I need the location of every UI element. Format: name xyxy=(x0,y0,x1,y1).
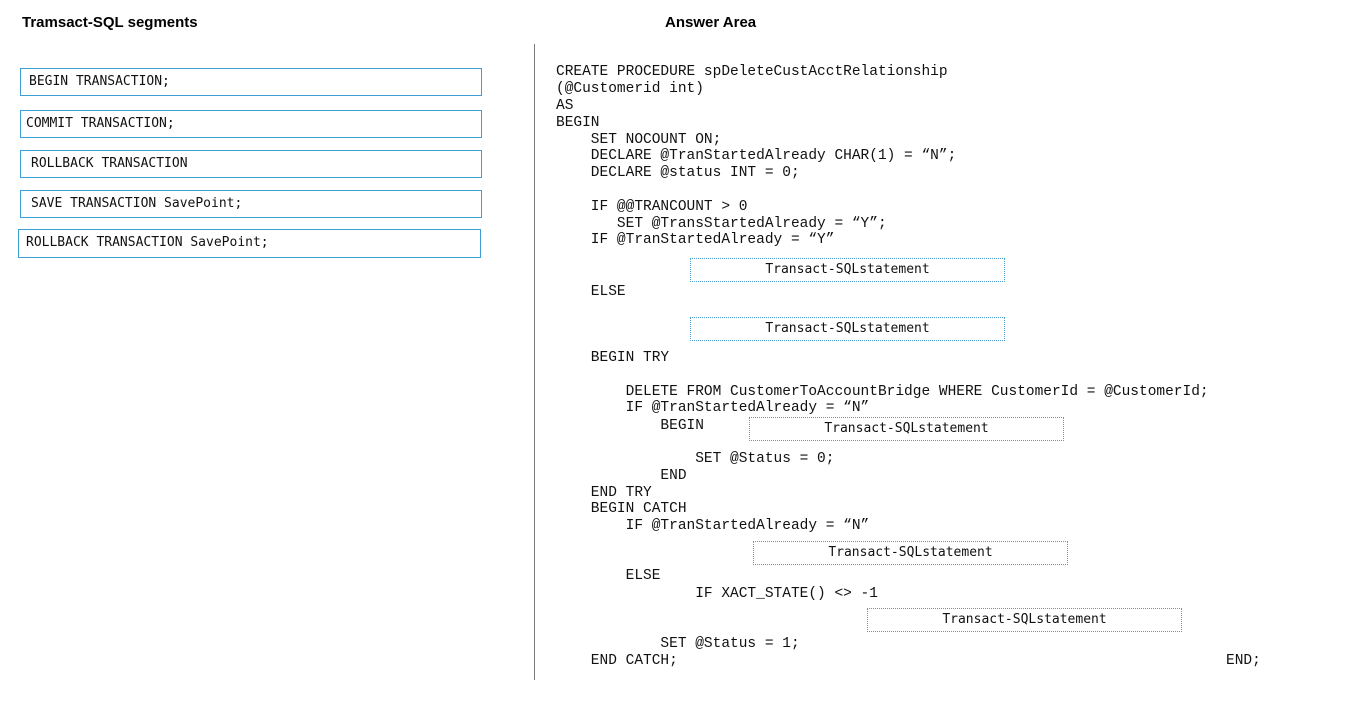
code-line: IF XACT_STATE() <> -1 xyxy=(556,586,878,602)
drop-target-2[interactable]: Transact-SQLstatement xyxy=(690,317,1005,341)
code-line: DECLARE @TranStartedAlready CHAR(1) = “N”; xyxy=(556,148,957,164)
code-line: IF @TranStartedAlready = “Y” xyxy=(556,232,835,248)
code-line: AS xyxy=(556,98,574,114)
code-line: DELETE FROM CustomerToAccountBridge WHERE CustomerId = @CustomerId; xyxy=(556,384,1209,400)
code-line: SET @Status = 1; xyxy=(556,636,800,652)
code-line: BEGIN xyxy=(556,418,704,434)
code-line: ELSE xyxy=(556,568,661,584)
code-line: BEGIN xyxy=(556,115,600,131)
code-line: END TRY xyxy=(556,485,652,501)
code-line: BEGIN TRY xyxy=(556,350,670,366)
code-line: (@Customerid int) xyxy=(556,81,704,97)
segments-heading: Tramsact-SQL segments xyxy=(22,14,198,31)
panel-divider xyxy=(534,44,535,680)
code-line: BEGIN CATCH xyxy=(556,501,687,517)
answer-area-heading: Answer Area xyxy=(665,14,757,31)
drop-target-3[interactable]: Transact-SQLstatement xyxy=(749,417,1064,441)
segment-save-transaction-savepoint[interactable]: SAVE TRANSACTION SavePoint; xyxy=(20,190,482,218)
segment-rollback-transaction[interactable]: ROLLBACK TRANSACTION xyxy=(20,150,482,178)
code-line: END CATCH; xyxy=(556,653,678,669)
drop-target-5[interactable]: Transact-SQLstatement xyxy=(867,608,1182,632)
code-line: DECLARE @status INT = 0; xyxy=(556,165,800,181)
segment-rollback-transaction-savepoint[interactable]: ROLLBACK TRANSACTION SavePoint; xyxy=(18,229,481,258)
drop-target-1[interactable]: Transact-SQLstatement xyxy=(690,258,1005,282)
segment-begin-transaction[interactable]: BEGIN TRANSACTION; xyxy=(20,68,482,96)
code-line: SET NOCOUNT ON; xyxy=(556,132,722,148)
code-line: END xyxy=(556,468,687,484)
code-line: CREATE PROCEDURE spDeleteCustAcctRelationship xyxy=(556,64,948,80)
code-line: IF @TranStartedAlready = “N” xyxy=(556,518,870,534)
code-line: SET @Status = 0; xyxy=(556,451,835,467)
code-line: SET @TransStartedAlready = “Y”; xyxy=(556,216,887,232)
code-line: ELSE xyxy=(556,284,626,300)
code-line: IF @@TRANCOUNT > 0 xyxy=(556,199,748,215)
segment-commit-transaction[interactable]: COMMIT TRANSACTION; xyxy=(20,110,482,138)
drop-target-4[interactable]: Transact-SQLstatement xyxy=(753,541,1068,565)
code-line: END; xyxy=(1226,653,1261,669)
code-line: IF @TranStartedAlready = “N” xyxy=(556,400,870,416)
